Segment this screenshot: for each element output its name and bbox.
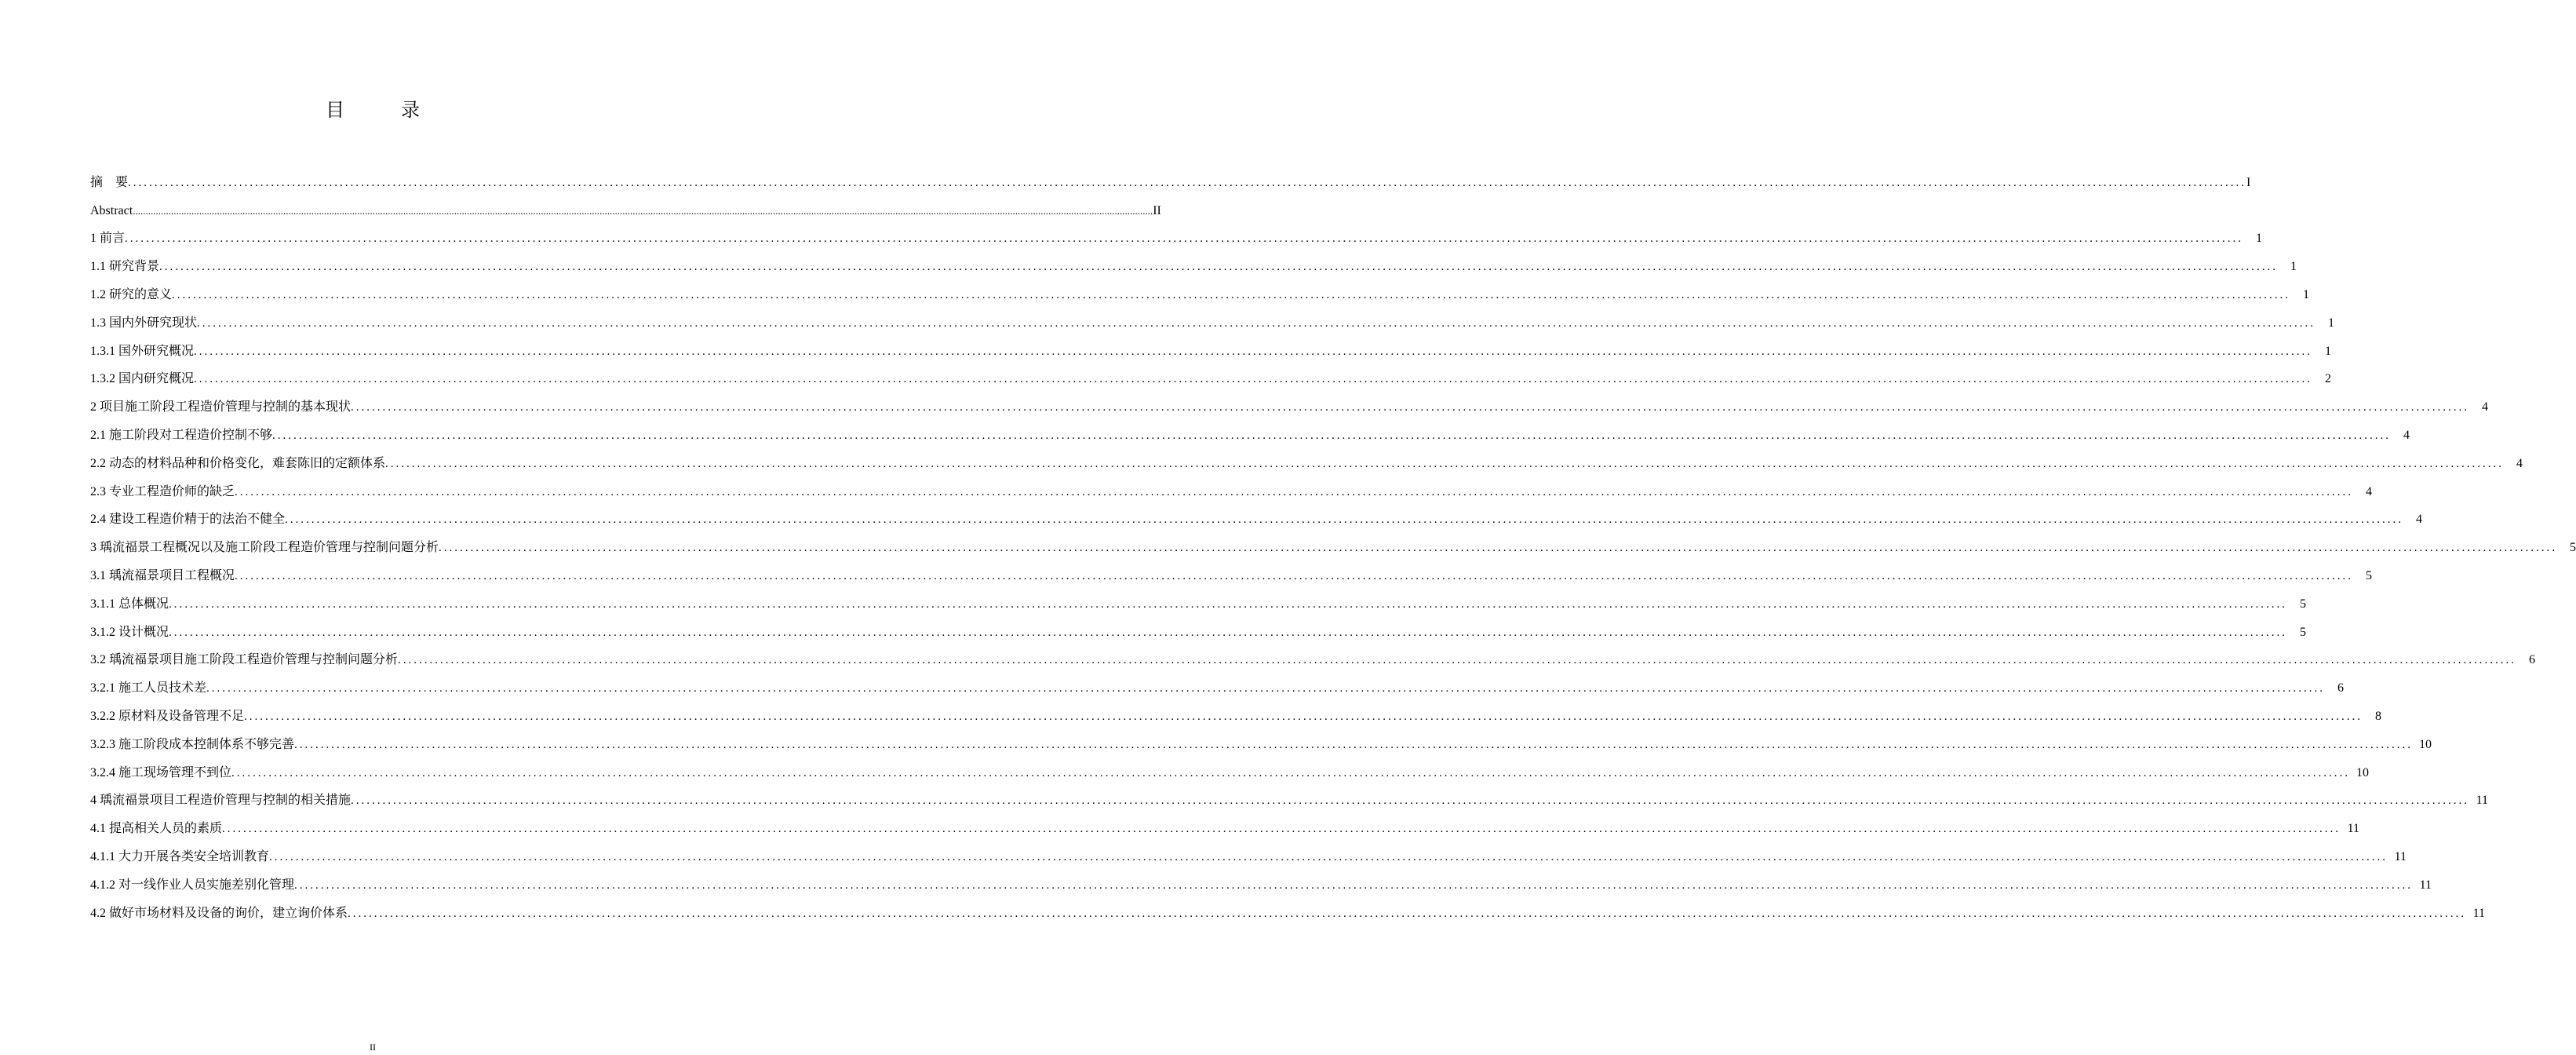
toc-entry-label: 3.2.2 原材料及设备管理不足 — [90, 709, 245, 723]
toc-entry-label: 2 项目施工阶段工程造价管理与控制的基本现状 — [90, 400, 352, 414]
toc-entry[interactable] — [90, 809, 2360, 838]
toc-entry[interactable] — [90, 192, 1161, 220]
toc-entry-label: 4 瑀流福景项目工程造价管理与控制的相关措施 — [90, 794, 352, 808]
toc-entry[interactable] — [90, 866, 2432, 894]
toc-entry-label: 2.1 施工阶段对工程造价控制不够 — [90, 428, 273, 442]
toc-entry-label: 1 前言 — [90, 232, 126, 246]
table-of-contents — [90, 163, 2576, 922]
toc-dot-leader: ................................................................................................................................................................................................................................................................................................................................................................................................................ — [206, 682, 2326, 695]
toc-entry-label: 1.3.2 国内研究概况 — [90, 372, 195, 386]
toc-entry-label: 3.2 瑀流福景项目施工阶段工程造价管理与控制问题分析 — [90, 653, 399, 667]
toc-entry-label: 4.1.2 对一线作业人员实施差别化管理 — [90, 878, 295, 892]
toc-entry[interactable] — [90, 276, 2310, 304]
toc-dot-leader: ................................................................................................................................................................................................................................................................................................................................................................................................................ — [159, 261, 2279, 274]
toc-dot-leader: ................................................................................................................................................................................................................................................................................................................................................................................................................ — [235, 569, 2354, 582]
toc-entry-page-number: 10 — [2419, 737, 2432, 751]
toc-entry-label: 1.1 研究背景 — [90, 260, 160, 274]
toc-entry-label: 3.2.4 施工现场管理不到位 — [90, 765, 232, 779]
toc-dot-leader: ................................................................................................................................................................................................................................................................................................................................................................................................................ — [294, 738, 2414, 751]
toc-entry-page-number: 1 — [2290, 260, 2297, 274]
toc-entry-page-number: 5 — [2300, 597, 2307, 611]
toc-entry-page-number: 8 — [2375, 709, 2382, 723]
toc-dot-leader: ................................................................................................................................................................................................................................................................................................................................................................................................................ — [197, 316, 2316, 330]
toc-entry-label: 1.3.1 国外研究概况 — [90, 344, 195, 358]
toc-entry-label: 4.2 做好市场材料及设备的询价，建立询价体系 — [90, 906, 348, 920]
toc-entry-page-number: 5 — [2300, 625, 2307, 639]
toc-entry[interactable] — [90, 613, 2307, 641]
toc-entry-page-number: 4 — [2403, 428, 2410, 442]
toc-dot-leader: ................................................................................................................................................................................................................................................................................................................................................................................................................ — [133, 204, 1153, 217]
toc-dot-leader: ................................................................................................................................................................................................................................................................................................................................................................................................................ — [294, 878, 2414, 892]
toc-entry-page-number: 11 — [2419, 878, 2432, 892]
toc-entry-label: 4.1.1 大力开展各类安全培训教育 — [90, 849, 270, 863]
toc-dot-leader: ................................................................................................................................................................................................................................................................................................................................................................................................................ — [285, 513, 2404, 527]
toc-entry-page-number: 4 — [2366, 484, 2373, 498]
toc-entry-label: 3.1 瑀流福景项目工程概况 — [90, 568, 235, 582]
toc-entry[interactable] — [90, 754, 2370, 782]
toc-dot-leader: ................................................................................................................................................................................................................................................................................................................................................................................................................ — [125, 232, 2244, 246]
toc-dot-leader: ................................................................................................................................................................................................................................................................................................................................................................................................................ — [351, 794, 2470, 808]
toc-entry-page-number: 1 — [2256, 232, 2263, 246]
toc-entry[interactable] — [90, 220, 2263, 248]
toc-entry-page-number: 4 — [2482, 400, 2489, 414]
toc-dot-leader: ................................................................................................................................................................................................................................................................................................................................................................................................................ — [222, 823, 2341, 836]
toc-entry-label: 2.3 专业工程造价师的缺乏 — [90, 484, 235, 498]
toc-entry-label: Abstract — [90, 203, 133, 217]
toc-dot-leader: ................................................................................................................................................................................................................................................................................................................................................................................................................ — [272, 429, 2392, 442]
toc-dot-leader: ................................................................................................................................................................................................................................................................................................................................................................................................................ — [398, 654, 2517, 667]
toc-entry-page-number: 11 — [2472, 906, 2486, 920]
toc-entry-label: 1.2 研究的意义 — [90, 287, 173, 301]
toc-entry[interactable] — [90, 332, 2332, 360]
toc-entry-page-number: 1 — [2303, 287, 2310, 301]
toc-entry[interactable] — [90, 501, 2423, 529]
toc-entry[interactable] — [90, 360, 2332, 389]
toc-entry-label: 4.1 提高相关人员的素质 — [90, 822, 223, 836]
toc-entry-page-number: 5 — [2570, 541, 2576, 555]
toc-entry[interactable] — [90, 669, 2345, 697]
toc-dot-leader: ................................................................................................................................................................................................................................................................................................................................................................................................................ — [231, 766, 2351, 779]
toc-entry-label: 3.1.2 设计概况 — [90, 625, 169, 639]
toc-entry-page-number: 11 — [2394, 849, 2407, 863]
toc-entry[interactable] — [90, 697, 2382, 725]
toc-entry[interactable] — [90, 894, 2486, 922]
toc-entry-label: 2.4 建设工程造价精于的法治不健全 — [90, 513, 286, 527]
toc-entry-page-number: 10 — [2356, 765, 2370, 779]
toc-entry[interactable] — [90, 838, 2407, 866]
page-title: 目 录 — [326, 100, 439, 121]
toc-entry[interactable] — [90, 416, 2410, 444]
toc-entry[interactable] — [90, 557, 2373, 585]
toc-entry-page-number: 11 — [2476, 794, 2489, 808]
toc-entry-page-number: 6 — [2529, 653, 2536, 667]
toc-dot-leader: ................................................................................................................................................................................................................................................................................................................................................................................................................ — [128, 176, 2247, 189]
toc-entry[interactable] — [90, 473, 2373, 501]
toc-entry[interactable] — [90, 782, 2489, 810]
toc-entry-label: 2.2 动态的材料品种和价格变化，难套陈旧的定额体系 — [90, 456, 386, 470]
toc-entry[interactable] — [90, 641, 2536, 670]
toc-entry-label: 3.2.3 施工阶段成本控制体系不够完善 — [90, 737, 295, 751]
toc-entry[interactable] — [90, 388, 2489, 416]
toc-entry-page-number: 2 — [2325, 372, 2332, 386]
toc-entry-label: 3.1.1 总体概况 — [90, 597, 169, 611]
toc-entry-page-number: 11 — [2347, 822, 2360, 836]
toc-dot-leader: ................................................................................................................................................................................................................................................................................................................................................................................................................ — [269, 850, 2388, 863]
toc-entry-page-number: II — [1153, 203, 1161, 217]
toc-dot-leader: ................................................................................................................................................................................................................................................................................................................................................................................................................ — [194, 345, 2313, 358]
toc-dot-leader: ................................................................................................................................................................................................................................................................................................................................................................................................................ — [172, 288, 2291, 301]
toc-entry-label: 3 瑀流福景工程概况以及施工阶段工程造价管理与控制问题分析 — [90, 541, 439, 555]
toc-entry-page-number: 5 — [2366, 568, 2373, 582]
toc-entry-page-number: 1 — [2328, 316, 2335, 330]
toc-dot-leader: ................................................................................................................................................................................................................................................................................................................................................................................................................ — [439, 542, 2558, 555]
toc-entry[interactable] — [90, 725, 2432, 754]
toc-entry[interactable] — [90, 304, 2335, 332]
toc-entry-label: 1.3 国内外研究现状 — [90, 316, 198, 330]
toc-dot-leader: ................................................................................................................................................................................................................................................................................................................................................................................................................ — [169, 597, 2288, 611]
toc-entry[interactable] — [90, 444, 2523, 473]
toc-entry[interactable] — [90, 163, 2251, 192]
toc-entry-page-number: 4 — [2416, 513, 2423, 527]
toc-dot-leader: ................................................................................................................................................................................................................................................................................................................................................................................................................ — [244, 710, 2363, 723]
toc-dot-leader: ................................................................................................................................................................................................................................................................................................................................................................................................................ — [169, 626, 2288, 639]
toc-dot-leader: ................................................................................................................................................................................................................................................................................................................................................................................................................ — [194, 373, 2313, 386]
toc-dot-leader: ................................................................................................................................................................................................................................................................................................................................................................................................................ — [348, 907, 2467, 920]
toc-entry[interactable] — [90, 247, 2297, 276]
toc-entry[interactable] — [90, 585, 2307, 613]
toc-dot-leader: ................................................................................................................................................................................................................................................................................................................................................................................................................ — [385, 457, 2505, 470]
toc-entry-page-number: 1 — [2325, 344, 2332, 358]
toc-entry-page-number: I — [2246, 175, 2251, 189]
toc-entry-label: 3.2.1 施工人员技术差 — [90, 681, 207, 695]
toc-entry-page-number: 4 — [2516, 456, 2523, 470]
toc-entry[interactable] — [90, 528, 2576, 557]
toc-dot-leader: ................................................................................................................................................................................................................................................................................................................................................................................................................ — [351, 401, 2470, 414]
toc-entry-page-number: 6 — [2337, 681, 2345, 695]
toc-dot-leader: ................................................................................................................................................................................................................................................................................................................................................................................................................ — [235, 485, 2354, 498]
toc-entry-label: 摘 要 — [90, 175, 129, 189]
page-number-footer: II — [370, 1042, 376, 1053]
